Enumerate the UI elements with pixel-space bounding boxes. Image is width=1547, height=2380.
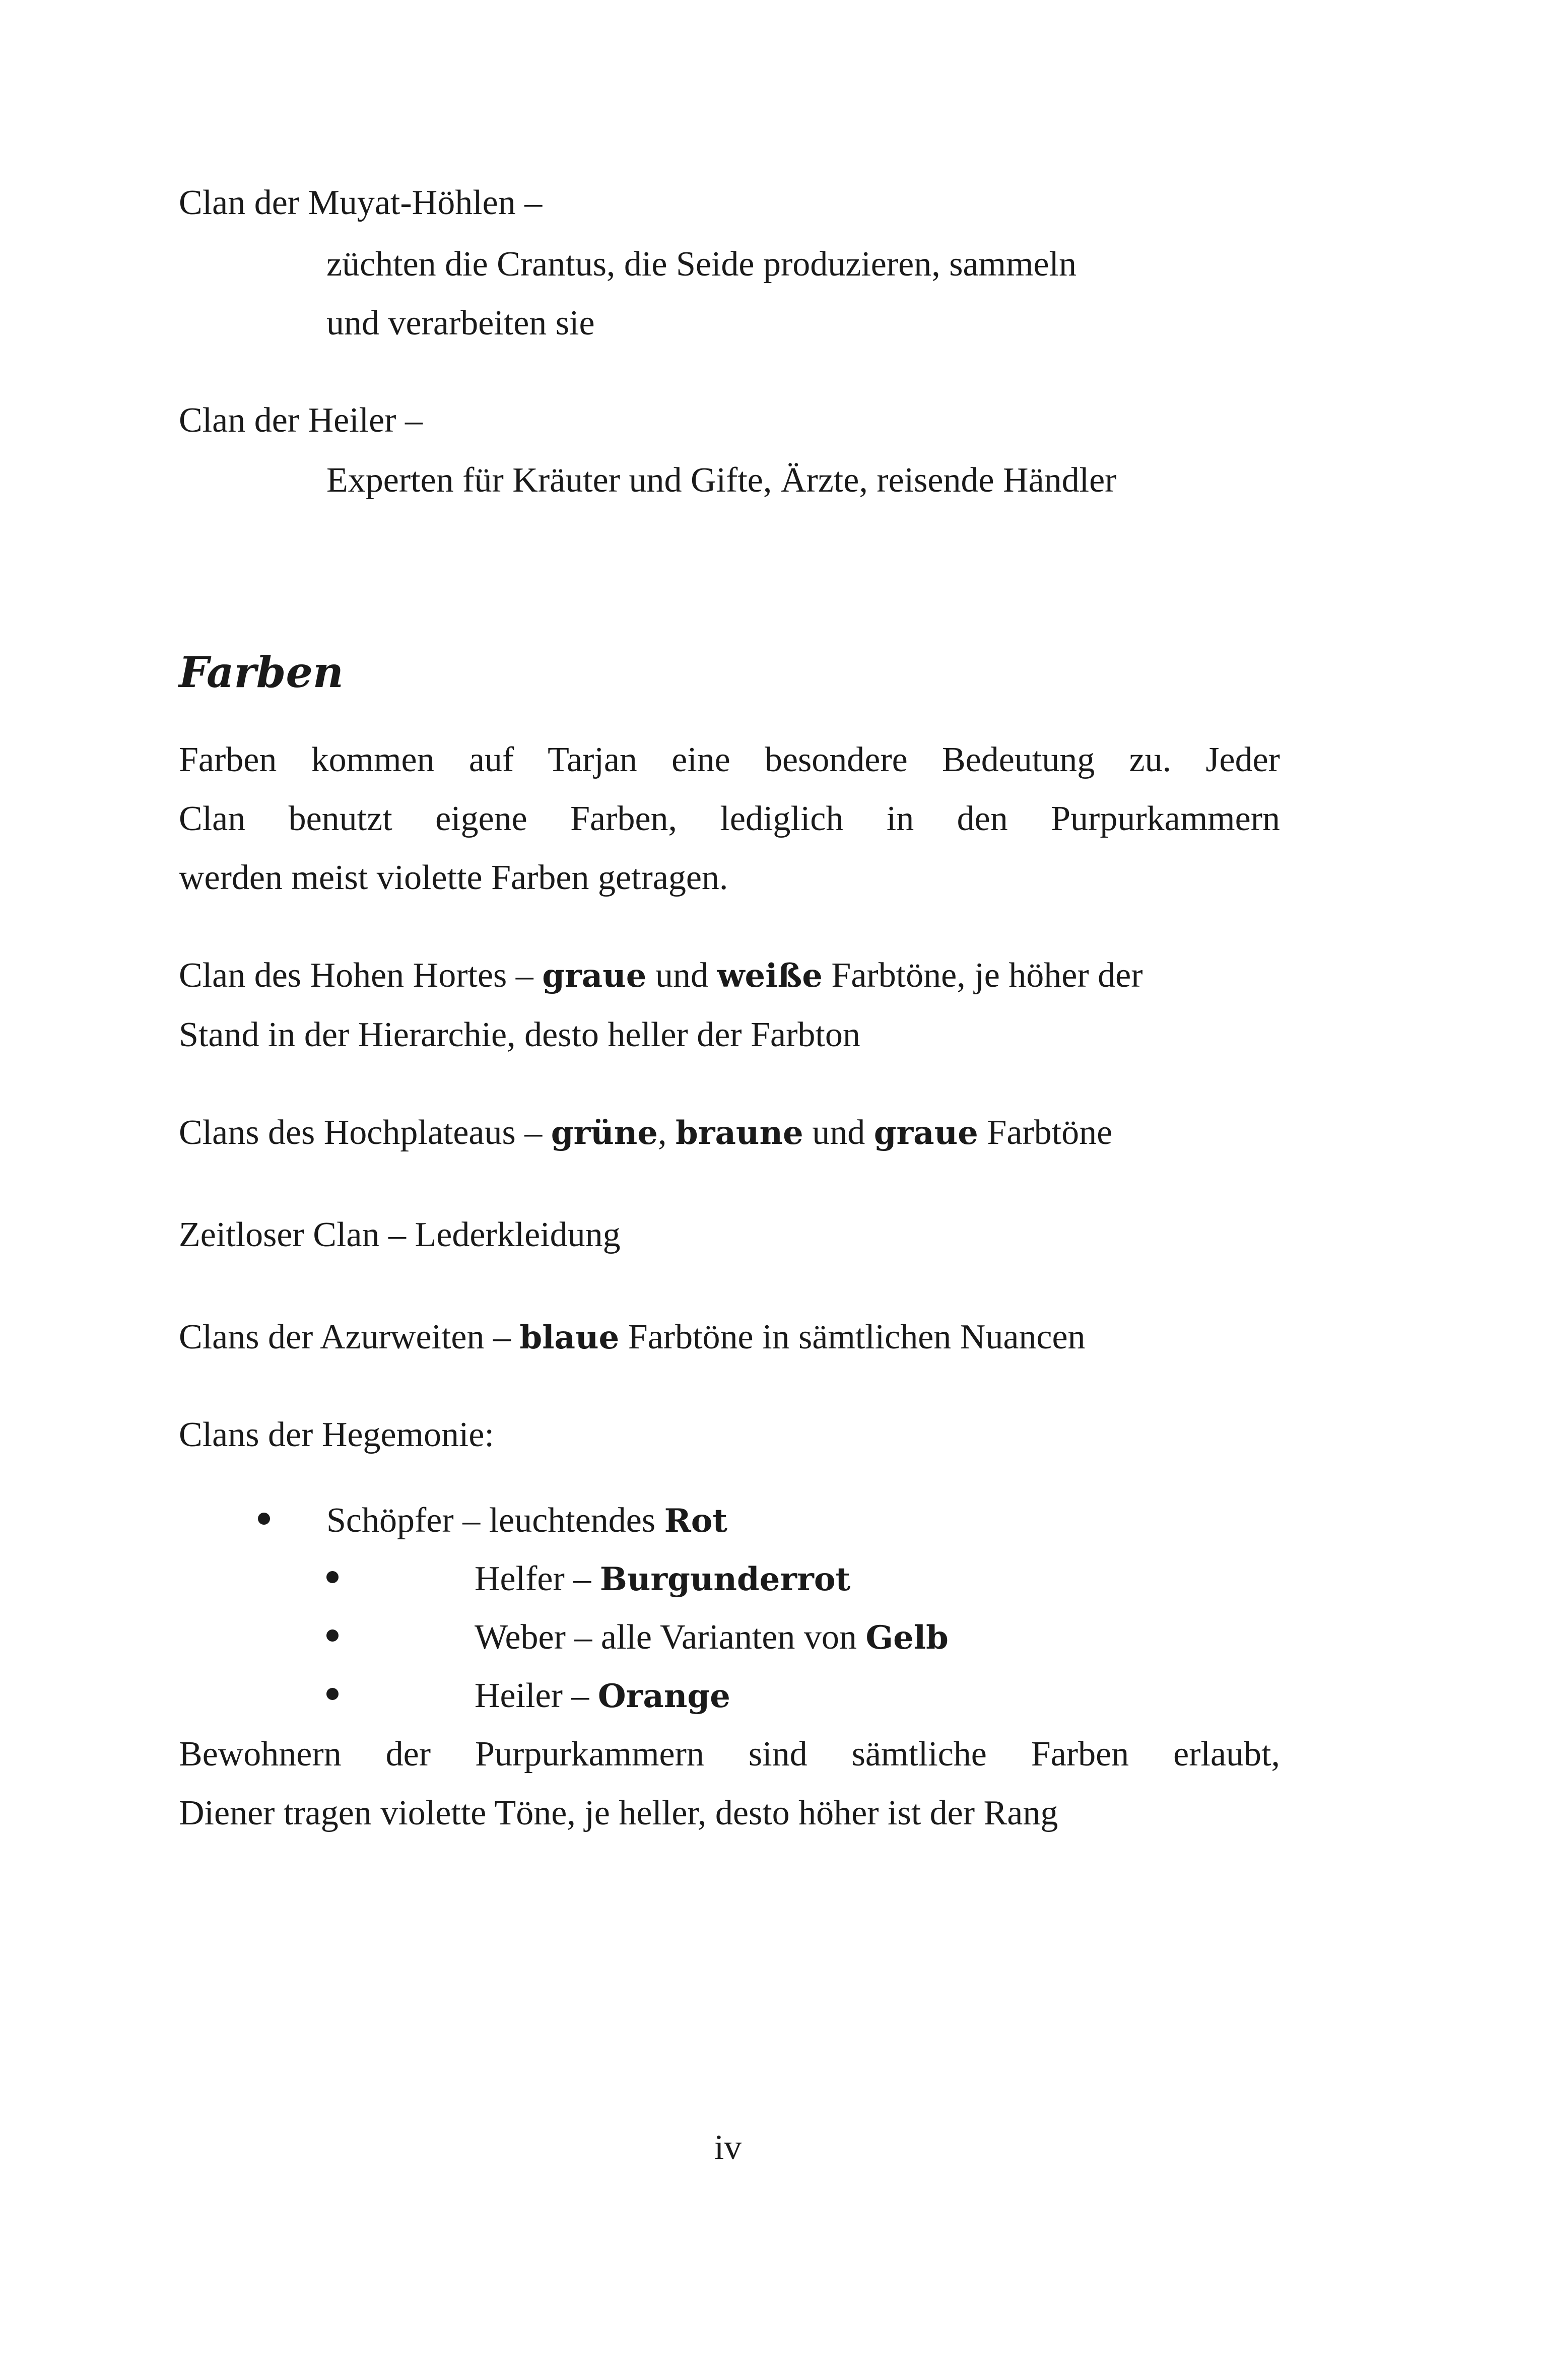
purpur-line-2: Diener tragen violette Töne, je heller, desto höher ist der Rang <box>179 1794 1058 1832</box>
purpur-line-1: Bewohnern der Purpurkammern sind sämtliche Farben erlaubt, <box>179 1735 1280 1774</box>
clan-hochplateau-line <box>179 1103 1112 1163</box>
clan-hoher-hort-suffix: Farbtöne, je höher der <box>822 956 1143 995</box>
list-item-text <box>475 1608 949 1667</box>
clan-azur-line <box>179 1308 1086 1367</box>
color-weisse: weiße <box>717 957 823 995</box>
clan-hoher-hort-prefix: Clan des Hohen Hortes – <box>179 956 543 995</box>
bullet-icon <box>326 1688 339 1700</box>
list-item-label: Schöpfer – leuchtendes <box>326 1501 664 1540</box>
color-braune: braune <box>675 1114 803 1152</box>
color-graue: graue <box>873 1114 978 1152</box>
list-item-label: Helfer – <box>475 1559 600 1598</box>
section-heading: Farben <box>179 647 344 697</box>
connector-und: und <box>803 1113 874 1152</box>
intro-line-3: werden meist violette Farben getragen. <box>179 858 728 897</box>
list-item-text <box>475 1549 850 1609</box>
color-gruene: grüne <box>551 1114 658 1152</box>
clan-hoher-hort-line-1 <box>179 946 1143 1005</box>
clan-azur-suffix: Farbtöne in sämtlichen Nuancen <box>619 1318 1086 1356</box>
list-item-text <box>475 1666 730 1726</box>
separator-comma: , <box>657 1113 676 1152</box>
intro-line-1: Farben kommen auf Tarjan eine besondere Bedeutung zu. Jeder <box>179 740 1280 779</box>
connector-und: und <box>646 956 717 995</box>
bullet-icon <box>258 1513 270 1525</box>
clan-hoher-hort-line-2: Stand in der Hierarchie, desto heller der Farbton <box>179 1015 860 1054</box>
bullet-icon <box>326 1629 339 1642</box>
page-number: iv <box>714 2128 742 2167</box>
list-item-color: Rot <box>664 1502 728 1540</box>
clan-muyat-title: Clan der Muyat-Höhlen – <box>179 183 543 222</box>
clan-muyat-description-line-1: züchten die Crantus, die Seide produzieren, sammeln <box>326 245 1077 284</box>
list-item-label: Weber – alle Varianten von <box>475 1618 866 1657</box>
list-item-color: Burgunderrot <box>599 1560 851 1598</box>
clan-hochplateau-prefix: Clans des Hochplateaus – <box>179 1113 551 1152</box>
list-item-text <box>326 1491 727 1550</box>
clan-hochplateau-suffix: Farbtöne <box>978 1113 1113 1152</box>
color-graue: graue <box>542 957 647 995</box>
list-item-color: Orange <box>597 1677 730 1715</box>
clan-hegemonie-title: Clans der Hegemonie: <box>179 1415 494 1454</box>
clan-zeitlos-line: Zeitloser Clan – Lederkleidung <box>179 1215 621 1254</box>
bullet-icon <box>326 1571 339 1583</box>
clan-muyat-description-line-2: und verarbeiten sie <box>326 304 595 343</box>
list-item-label: Heiler – <box>475 1676 598 1715</box>
clan-heiler-description: Experten für Kräuter und Gifte, Ärzte, reisende Händler <box>326 461 1117 500</box>
clan-heiler-title: Clan der Heiler – <box>179 401 423 440</box>
color-blaue: blaue <box>519 1319 620 1356</box>
list-item-color: Gelb <box>865 1619 949 1657</box>
intro-line-2: Clan benutzt eigene Farben, lediglich in den Purpurkammern <box>179 799 1280 838</box>
clan-azur-prefix: Clans der Azurweiten – <box>179 1318 520 1356</box>
